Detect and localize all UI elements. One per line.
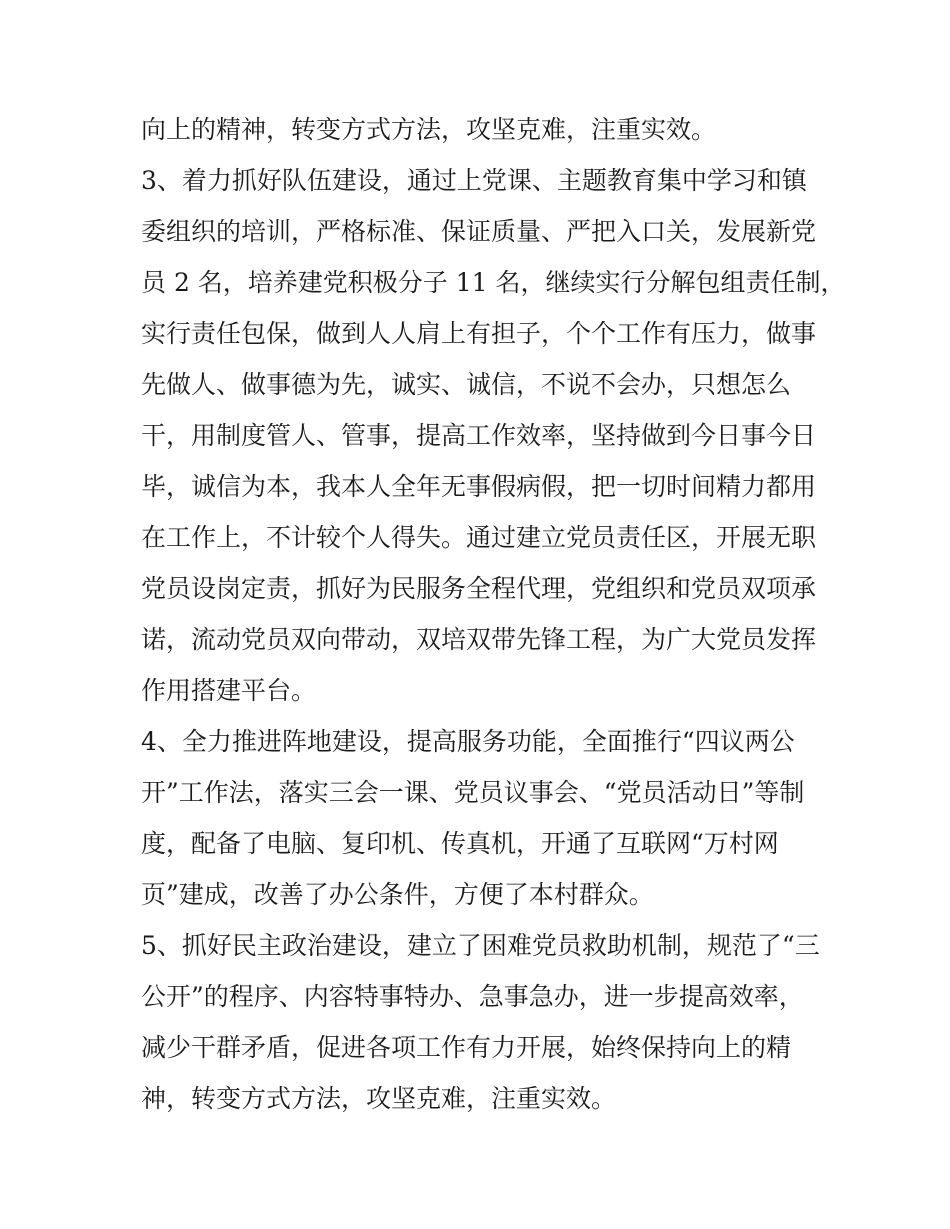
text-line: 神，转变方式方法，攻坚克难，注重实效。 <box>141 1084 617 1113</box>
text-line: 4、全力推进阵地建设，提高服务功能，全面推行“四议两公 <box>141 727 795 756</box>
text-line: 毕，诚信为本，我本人全年无事假病假，把一切时间精力都用 <box>141 472 817 501</box>
text-line: 实行责任包保，做到人人肩上有担子，个个工作有压力，做事 <box>141 319 817 348</box>
text-line: 党员设岗定责，抓好为民服务全程代理，党组织和党员双项承 <box>141 574 817 603</box>
text-line: 减少干群矛盾，促进各项工作有力开展，始终保持向上的精 <box>141 1033 792 1062</box>
text-line: 公开”的程序、内容特事特办、急事急办，进一步提高效率， <box>141 982 804 1011</box>
text-line: 页”建成，改善了办公条件，方便了本村群众。 <box>141 880 654 909</box>
text-line: 在工作上，不计较个人得失。通过建立党员责任区，开展无职 <box>141 523 817 552</box>
text-line: 先做人、做事德为先，诚实、诚信，不说不会办，只想怎么 <box>141 370 792 399</box>
text-line: 5、抓好民主政治建设，建立了困难党员救助机制，规范了“三 <box>141 931 820 960</box>
text-line: 度，配备了电脑、复印机、传真机，开通了互联网“万村网 <box>141 829 779 858</box>
text-line: 作用搭建平台。 <box>141 676 317 705</box>
text-line: 开”工作法，落实三会一课、党员议事会、“党员活动日”等制 <box>141 778 805 807</box>
text-line: 委组织的培训，严格标准、保证质量、严把入口关，发展新党 <box>141 217 817 246</box>
text-line: 干，用制度管人、管事，提高工作效率，坚持做到今日事今日 <box>141 421 817 450</box>
text-line: 员 2 名，培养建党积极分子 11 名，继续实行分解包组责任制， <box>141 268 846 297</box>
text-line: 3、着力抓好队伍建设，通过上党课、主题教育集中学习和镇 <box>141 166 807 195</box>
text-line: 向上的精神，转变方式方法，攻坚克难，注重实效。 <box>141 115 717 144</box>
document-body <box>141 104 846 1124</box>
text-line: 诺，流动党员双向带动，双培双带先锋工程，为广大党员发挥 <box>141 625 817 654</box>
